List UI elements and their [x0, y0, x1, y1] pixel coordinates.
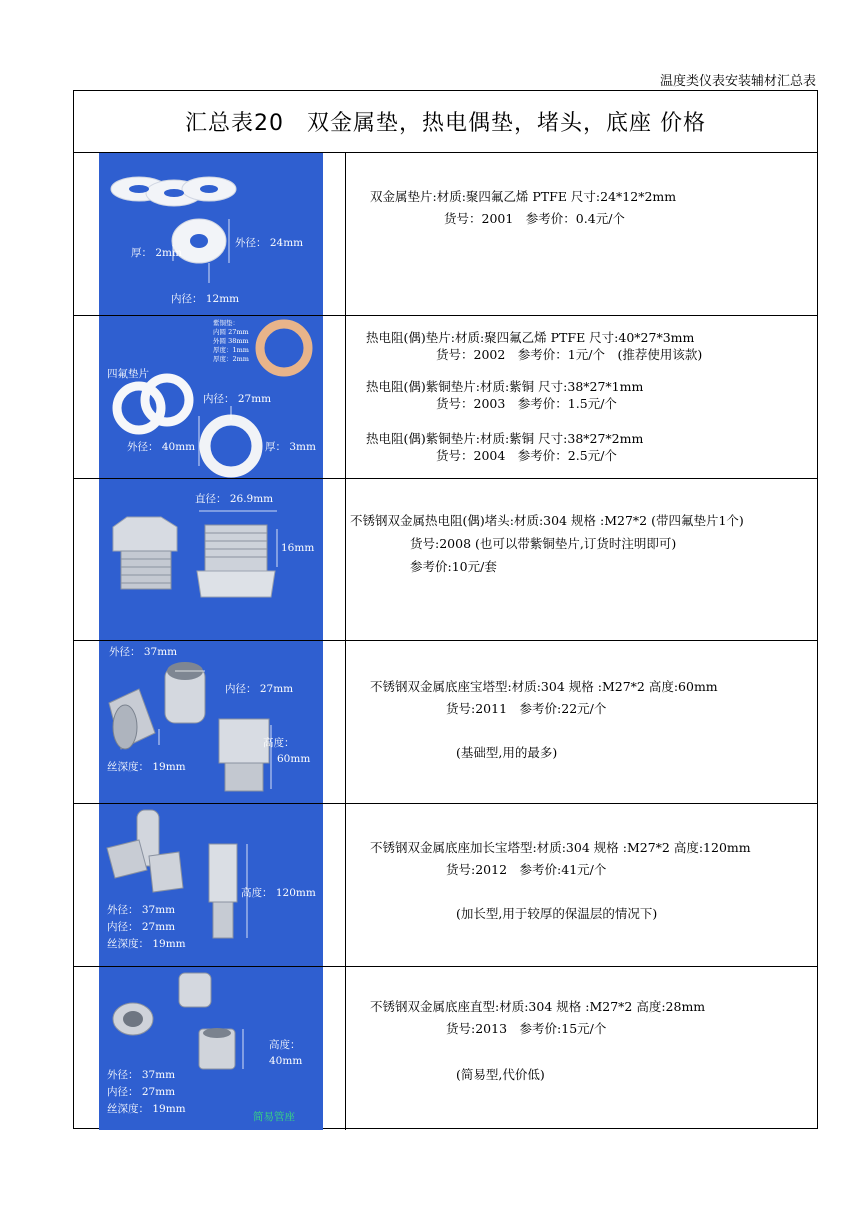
price-line: 货号：2003 参考价：1.5元/个 — [436, 395, 617, 411]
height-label: 高度： 120mm — [241, 887, 316, 900]
table-row — [74, 153, 817, 316]
table-row — [74, 316, 817, 479]
product-image-cell — [74, 804, 346, 966]
table-row — [74, 641, 817, 804]
inner-diameter-label: 内径： 27mm — [107, 1085, 176, 1098]
simple-base-label: 简易管座 — [253, 1110, 295, 1123]
note-line: (简易型,代价低) — [456, 1066, 545, 1082]
price-line: 货号：2004 参考价：2.5元/个 — [436, 447, 617, 463]
thickness-label: 厚： 3mm — [265, 440, 316, 453]
copper-thickness-2-label: 厚度：2mm — [213, 354, 249, 363]
product-photo-pagoda-base — [99, 641, 323, 803]
spec-line: 热电阻(偶)紫铜垫片:材质:紫铜 尺寸:38*27*2mm — [366, 430, 644, 446]
thread-depth-label: 丝深度： 19mm — [107, 1102, 186, 1115]
copper-thickness-1-label: 厚度：1mm — [213, 345, 249, 354]
price-line: 货号:2013 参考价:15元/个 — [446, 1020, 607, 1036]
table-row — [74, 804, 817, 967]
spec-line: 双金属垫片:材质:聚四氟乙烯 PTFE 尺寸:24*12*2mm — [370, 189, 677, 204]
table-title: 汇总表20 双金属垫，热电偶垫，堵头，底座 价格 — [74, 91, 817, 153]
note-line: (加长型,用于较厚的保温层的情况下) — [456, 906, 658, 922]
price-line: 货号：2002 参考价：1元/个 (推荐使用该款) — [436, 346, 703, 362]
inner-diameter-label: 内径： 27mm — [203, 392, 272, 405]
description-cell — [346, 316, 817, 478]
product-image-cell — [74, 479, 346, 641]
copper-inner-label: 内圆 27mm — [213, 327, 249, 336]
inner-diameter-label: 内径： 12mm — [171, 293, 240, 305]
height-value-label: 40mm — [269, 1054, 303, 1067]
price-line: 货号:2012 参考价:41元/个 — [446, 862, 607, 878]
summary-table — [73, 90, 818, 1129]
height-label: 16mm — [281, 541, 315, 554]
description-cell — [346, 967, 817, 1130]
price-line: 货号：2001 参考价：0.4元/个 — [444, 211, 625, 226]
thread-depth-label: 丝深度： 19mm — [107, 938, 186, 951]
description-cell — [346, 804, 817, 966]
note-line: (基础型,用的最多) — [456, 745, 558, 761]
height-label: 高度： — [269, 1038, 301, 1051]
spec-line: 不锈钢双金属底座加长宝塔型:材质:304 规格 :M27*2 高度:120mm — [370, 840, 751, 856]
product-photo-plug — [99, 479, 323, 641]
inner-diameter-label: 内径： 27mm — [107, 921, 176, 934]
description-cell — [346, 479, 817, 641]
thickness-label: 厚： 2mm — [131, 247, 182, 259]
table-row — [74, 479, 817, 642]
description-cell — [346, 153, 817, 315]
copper-gasket-title: 紫铜垫： — [213, 318, 239, 327]
outer-diameter-label: 外径： 37mm — [107, 904, 176, 917]
product-image-cell — [74, 316, 346, 478]
product-photo-straight-base — [99, 967, 323, 1130]
thread-depth-label: 丝深度： 19mm — [107, 761, 186, 774]
diameter-label: 直径： 26.9mm — [195, 492, 274, 505]
base-drawing — [99, 641, 323, 803]
ptfe-gasket-label: 四氟垫片 — [107, 367, 149, 380]
product-image-cell — [74, 153, 346, 315]
inner-diameter-label: 内径： 27mm — [225, 683, 294, 696]
outer-diameter-label: 外径： 40mm — [127, 440, 196, 453]
product-photo-extended-base — [99, 804, 323, 966]
spec-line: 不锈钢双金属热电阻(偶)堵头:材质:304 规格 :M27*2 (带四氟垫片1个) — [350, 512, 744, 528]
price-line: 货号:2011 参考价:22元/个 — [446, 701, 607, 717]
product-photo-bimetal-gasket — [99, 153, 323, 315]
description-cell — [346, 641, 817, 803]
spec-line: 不锈钢双金属底座宝塔型:材质:304 规格 :M27*2 高度:60mm — [370, 679, 718, 695]
outer-diameter-label: 外径： 24mm — [235, 237, 304, 249]
spec-line: 不锈钢双金属底座直型:材质:304 规格 :M27*2 高度:28mm — [370, 998, 706, 1014]
spec-line: 热电阻(偶)垫片:材质:聚四氟乙烯 PTFE 尺寸:40*27*3mm — [366, 329, 695, 345]
spec-line: 热电阻(偶)紫铜垫片:材质:紫铜 尺寸:38*27*1mm — [366, 378, 644, 394]
product-photo-thermocouple-gasket — [99, 316, 323, 478]
document-header: 温度类仪表安装辅材汇总表 — [659, 74, 816, 89]
outer-diameter-label: 外径： 37mm — [109, 646, 178, 659]
product-image-cell — [74, 967, 346, 1130]
table-row — [74, 967, 817, 1130]
price-line: 参考价:10元/套 — [410, 558, 497, 574]
height-value-label: 60mm — [277, 753, 311, 766]
outer-diameter-label: 外径： 37mm — [107, 1068, 176, 1081]
order-line: 货号:2008 (也可以带紫铜垫片,订货时注明即可) — [410, 535, 677, 551]
copper-outer-label: 外圆 38mm — [213, 336, 249, 345]
height-label: 高度： — [263, 737, 295, 750]
product-image-cell — [74, 641, 346, 803]
